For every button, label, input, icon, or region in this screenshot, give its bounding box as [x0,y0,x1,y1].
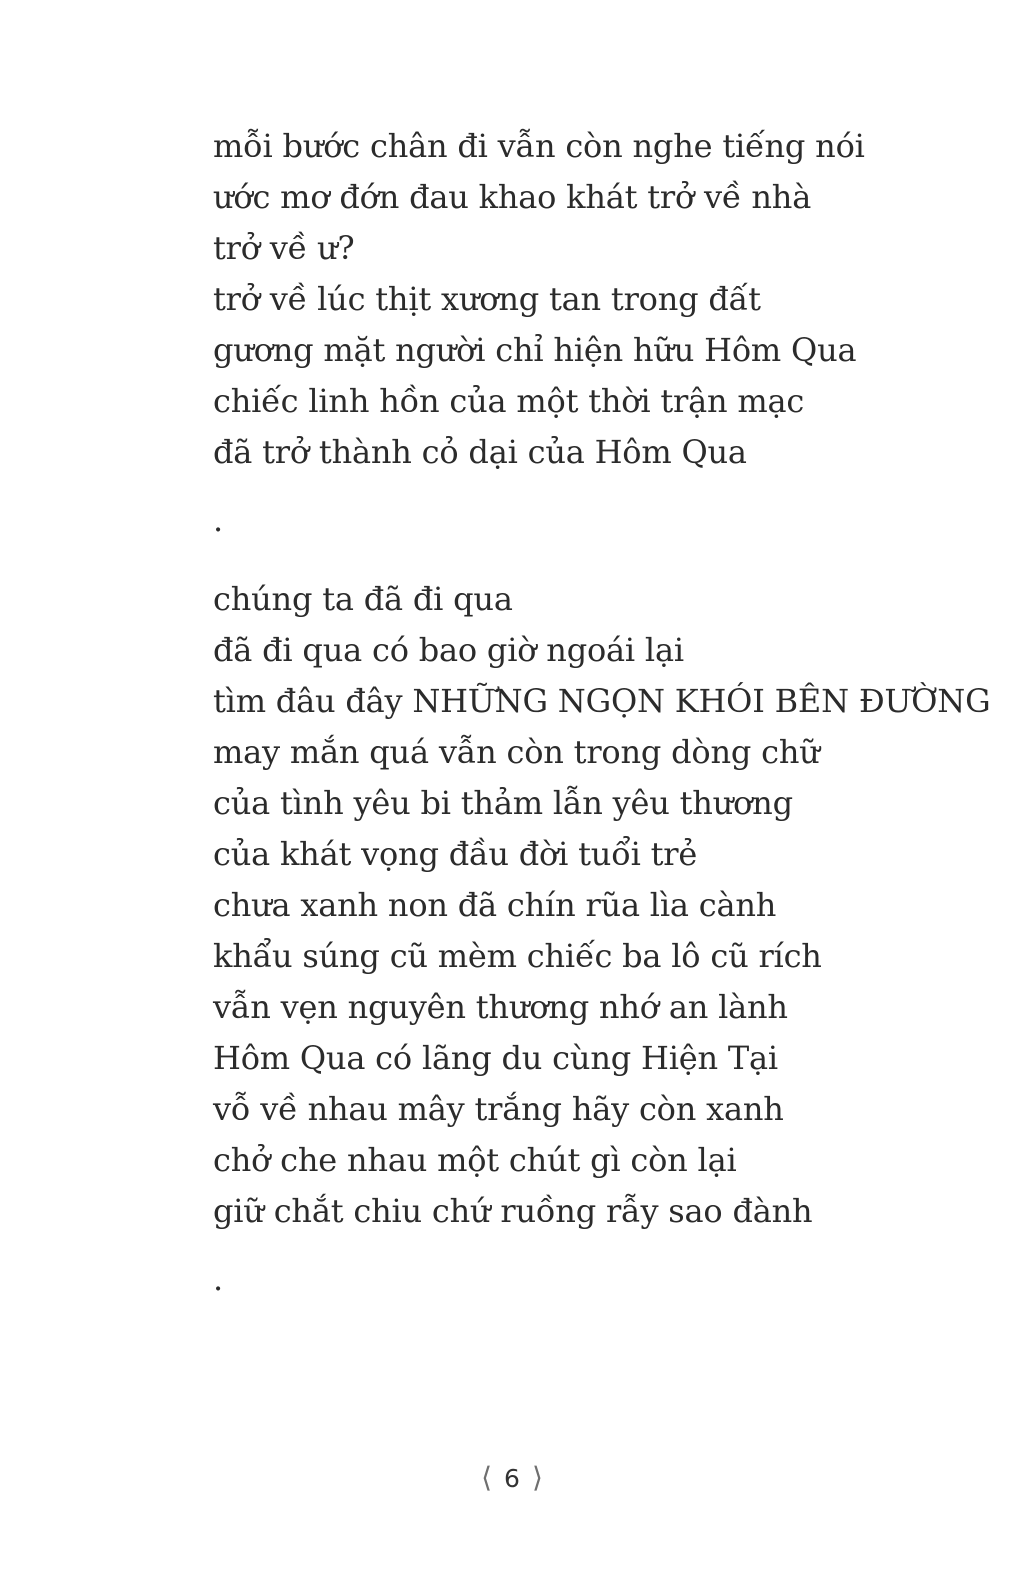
poem-line: khẩu súng cũ mèm chiếc ba lô cũ rích [213,937,822,975]
poem-line: Hôm Qua có lãng du cùng Hiện Tại [213,1039,778,1077]
poem-line: chở che nhau một chút gì còn lại [213,1141,737,1179]
poem-line: mỗi bước chân đi vẫn còn nghe tiếng nói [213,127,865,165]
poem-line: vỗ về nhau mây trắng hãy còn xanh [213,1090,784,1128]
poem-line: của tình yêu bi thảm lẫn yêu thương [213,784,793,822]
page-footer [0,1458,1024,1499]
poem-line: gương mặt người chỉ hiện hữu Hôm Qua [213,331,857,369]
poem-line: tìm đâu đây NHỮNG NGỌN KHÓI BÊN ĐƯỜNG [213,682,991,720]
poem-line: trở về lúc thịt xương tan trong đất [213,280,761,318]
page-number: 6 [504,1464,520,1493]
right-angle-bracket-icon: ⟩ [531,1461,543,1494]
poem-line: đã đi qua có bao giờ ngoái lại [213,631,684,669]
stanza-separator-dot: . [213,501,223,539]
poem-line: chưa xanh non đã chín rũa lìa cành [213,886,777,924]
poem-line: trở về ư? [213,229,355,267]
stanza-separator-dot: . [213,1260,223,1298]
poem-line: ước mơ đớn đau khao khát trở về nhà [213,178,812,216]
left-angle-bracket-icon: ⟨ [481,1461,493,1494]
poem-line: của khát vọng đầu đời tuổi trẻ [213,835,698,873]
poem-line: chúng ta đã đi qua [213,580,513,618]
poem-text-block [213,121,990,1333]
poem-line: chiếc linh hồn của một thời trận mạc [213,382,805,420]
poem-line: may mắn quá vẫn còn trong dòng chữ [213,733,820,771]
poem-line: vẫn vẹn nguyên thương nhớ an lành [213,988,788,1026]
poem-line: đã trở thành cỏ dại của Hôm Qua [213,433,747,471]
poem-line: giữ chắt chiu chứ ruồng rẫy sao đành [213,1192,813,1230]
